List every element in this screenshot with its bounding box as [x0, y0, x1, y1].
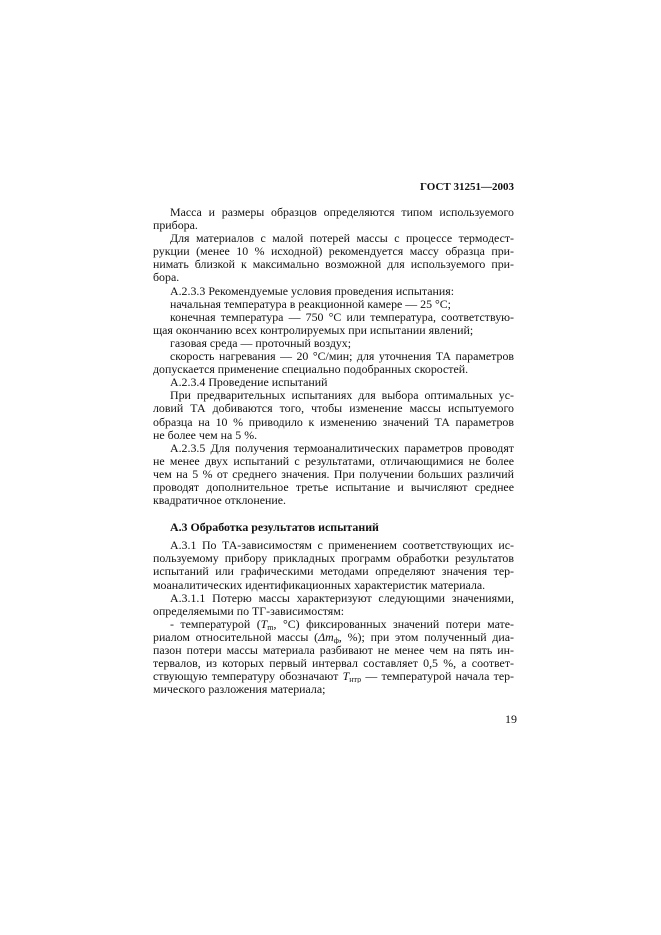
text-run: щая окончанию всех контролируемых при испытании явлений;: [153, 323, 474, 337]
text-run: А.2.3.5 Для получения термоаналитических параметров проводят: [170, 441, 514, 455]
document-body: [153, 206, 514, 696]
text-run: скорость нагревания — 20 °С/мин; для уточнения ТА параметров: [170, 350, 514, 364]
text-line: [153, 219, 514, 232]
text-run: бора.: [153, 271, 180, 285]
text-line: [153, 565, 514, 578]
text-line: [153, 363, 514, 376]
section-heading: А.3 Обработка результатов испытаний: [170, 520, 379, 535]
text-run: нимать близкой к максимально возможной для используемого при-: [153, 258, 514, 272]
text-line: [153, 455, 514, 468]
text-run: не менее двух испытаний с результатами, отличающимися не более: [153, 454, 514, 468]
math-symbol: Δm: [318, 630, 334, 644]
paragraph: [153, 285, 514, 298]
text-line: [153, 337, 514, 350]
text-run: рукции (менее 10 % исходной) рекомендуется массу образца при-: [153, 245, 514, 259]
text-run: пользуемому прибору прикладных программ обработки результатов: [153, 552, 514, 566]
text-run: мического разложения материала;: [153, 683, 326, 697]
text-run: ловий ТА добиваются того, чтобы изменение массы испытуемого: [153, 402, 514, 416]
text-line: [153, 429, 514, 442]
text-run: квадратичное отклонение.: [153, 494, 286, 508]
text-line: [153, 311, 514, 324]
text-run: А.3.1 По ТА-зависимостям с применением соответствующих ис-: [170, 539, 514, 553]
text-line: [153, 657, 514, 670]
text-line: [153, 592, 514, 605]
text-line: [153, 258, 514, 271]
text-run: проводят дополнительное третье испытание и вычисляют среднее: [153, 480, 514, 494]
paragraph: [153, 298, 514, 311]
text-run: При предварительных испытаниях для выбора оптимальных ус-: [170, 389, 514, 403]
document-header-standard-number: ГОСТ 31251—2003: [420, 181, 514, 193]
text-run: допускается применение специально подобранных скоростей.: [153, 363, 469, 377]
text-line: [153, 389, 514, 402]
text-run: Масса и размеры образцов определяются типом используемого: [170, 206, 514, 219]
text-line: [153, 350, 514, 363]
paragraph: [153, 389, 514, 441]
text-line: [153, 539, 514, 552]
text-line: [153, 618, 514, 631]
text-line: [153, 481, 514, 494]
text-line: [153, 631, 514, 644]
text-run: образца на 10 % приводило к изменению значений ТА параметров: [153, 415, 514, 429]
text-run: испытаний или графическими методами определяют значения тер-: [153, 565, 514, 579]
text-run: риалом относительной массы (: [153, 630, 319, 644]
paragraph: [153, 337, 514, 350]
text-line: [153, 376, 514, 389]
paragraph: [153, 618, 514, 697]
text-run: — температурой начала тер-: [361, 670, 514, 684]
text-run: А.3.1.1 Потерю массы характеризуют следующими значениями,: [170, 591, 514, 605]
text-run: Для материалов с малой потерей массы с процессе термодест-: [170, 232, 514, 246]
text-line: [153, 579, 514, 592]
text-line: [153, 232, 514, 245]
text-run: конечная температура — 750 °С или температура, соответствую-: [170, 310, 514, 324]
text-run: тервалов, из которых первый интервал составляет 0,5 %, а соответ-: [153, 657, 514, 671]
text-run: - температурой (: [170, 617, 261, 631]
paragraph: [153, 311, 514, 337]
paragraph: [153, 350, 514, 376]
paragraph: [153, 206, 514, 232]
text-line: [153, 683, 514, 696]
text-run: не более чем на 5 %.: [153, 428, 258, 442]
text-line: [153, 416, 514, 429]
text-line: [153, 324, 514, 337]
math-subscript: m: [267, 622, 274, 631]
page-number: 19: [505, 712, 517, 726]
text-run: прибора.: [153, 219, 198, 233]
math-subscript: ф: [333, 635, 339, 644]
text-line: [153, 402, 514, 415]
text-line: [153, 245, 514, 258]
text-line: [153, 206, 514, 219]
text-run: А.2.3.3 Рекомендуемые условия проведения испытания:: [170, 284, 455, 298]
paragraph: [153, 232, 514, 284]
text-line: [153, 298, 514, 311]
text-run: , °С) фиксированных значений потери мате-: [273, 617, 514, 631]
math-subscript: нтр: [349, 675, 362, 684]
text-run: моаналитических идентификационных характеристик материала.: [153, 578, 486, 592]
text-line: [153, 271, 514, 284]
text-run: чем на 5 % от среднего значения. При получении больших различий: [153, 467, 514, 481]
paragraph: [153, 376, 514, 389]
paragraph: [153, 592, 514, 618]
text-line: [153, 494, 514, 507]
text-line: [153, 442, 514, 455]
text-line: [153, 605, 514, 618]
text-line: [153, 468, 514, 481]
text-line: [153, 285, 514, 298]
text-run: газовая среда — проточный воздух;: [170, 336, 352, 350]
paragraph: [153, 539, 514, 591]
text-run: определяемыми по ТГ-зависимостям:: [153, 604, 345, 618]
paragraph: [153, 442, 514, 507]
text-run: ствующую температуру обозначают: [153, 670, 343, 684]
math-symbol: T: [342, 670, 350, 684]
text-run: начальная температура в реакционной камере — 25 °С;: [170, 297, 451, 311]
text-line: [153, 670, 514, 683]
math-symbol: T: [260, 617, 268, 631]
text-run: , %); при этом полученный диа-: [338, 630, 514, 644]
text-run: А.2.3.4 Проведение испытаний: [170, 376, 328, 390]
text-line: [153, 552, 514, 565]
text-run: пазон потери массы материала разбивают не менее чем на пять ин-: [153, 644, 514, 657]
text-line: [153, 644, 514, 657]
